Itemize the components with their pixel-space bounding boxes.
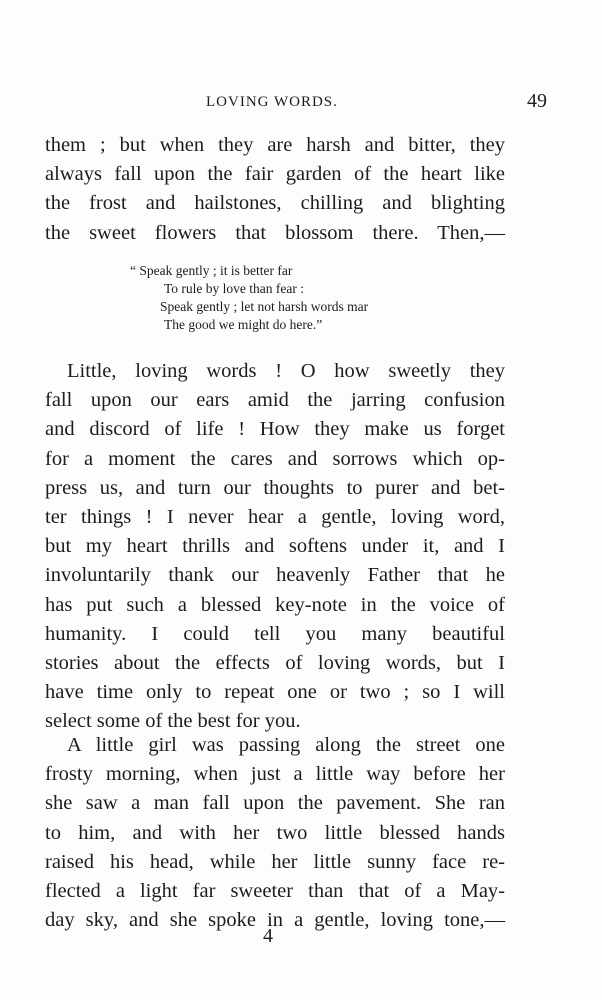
text-line: ter things ! I never hear a gentle, loving word,: [45, 506, 505, 529]
signature-mark: 4: [263, 925, 273, 947]
text-line: humanity. I could tell you many beautiful: [45, 622, 505, 645]
text-line: for a moment the cares and sorrows which op-: [45, 447, 505, 470]
paragraph-3: [45, 731, 505, 935]
text-line: day sky, and she spoke in a gentle, loving tone,—: [45, 909, 505, 932]
text-line: Little, loving words ! O how sweetly they: [67, 360, 505, 382]
text-line: flected a light far sweeter than that of a May-: [45, 880, 505, 903]
text-line: A little girl was passing along the street one: [67, 734, 505, 756]
text-line: the frost and hailstones, chilling and blighting: [45, 192, 505, 215]
paragraph-2: [45, 357, 505, 737]
text-line: but my heart thrills and softens under it, and I: [45, 535, 505, 558]
text-line: press us, and turn our thoughts to purer and bet-: [45, 476, 505, 499]
text-line: select some of the best for you.: [45, 710, 301, 733]
page-number: 49: [527, 90, 547, 112]
verse-quotation: [130, 262, 368, 334]
text-line: frosty morning, when just a little way before her: [45, 763, 505, 786]
text-line: have time only to repeat one or two ; so I will: [45, 681, 505, 704]
running-title: LOVING WORDS.: [206, 94, 338, 110]
text-line: them ; but when they are harsh and bitter, they: [45, 134, 505, 156]
verse-line: To rule by love than fear :: [164, 281, 305, 296]
text-line: she saw a man fall upon the pavement. She ran: [45, 792, 505, 815]
paragraph-1: [45, 131, 505, 248]
text-line: to him, and with her two little blessed hands: [45, 821, 505, 844]
verse-line: The good we might do here.”: [164, 317, 323, 332]
text-line: raised his head, while her little sunny face re-: [45, 850, 505, 873]
verse-line: “ Speak gently ; it is better far: [130, 263, 293, 278]
text-line: the sweet flowers that blossom there. Then,—: [45, 221, 505, 244]
verse-line: Speak gently ; let not harsh words mar: [160, 299, 369, 314]
text-line: stories about the effects of loving words, but I: [45, 652, 505, 675]
text-line: and discord of life ! How they make us forget: [45, 418, 505, 441]
text-line: fall upon our ears amid the jarring confusion: [45, 389, 505, 412]
text-line: involuntarily thank our heavenly Father that he: [45, 564, 505, 587]
text-line: always fall upon the fair garden of the heart like: [45, 163, 505, 186]
page-header: [45, 90, 565, 120]
text-line: has put such a blessed key-note in the voice of: [45, 593, 505, 616]
